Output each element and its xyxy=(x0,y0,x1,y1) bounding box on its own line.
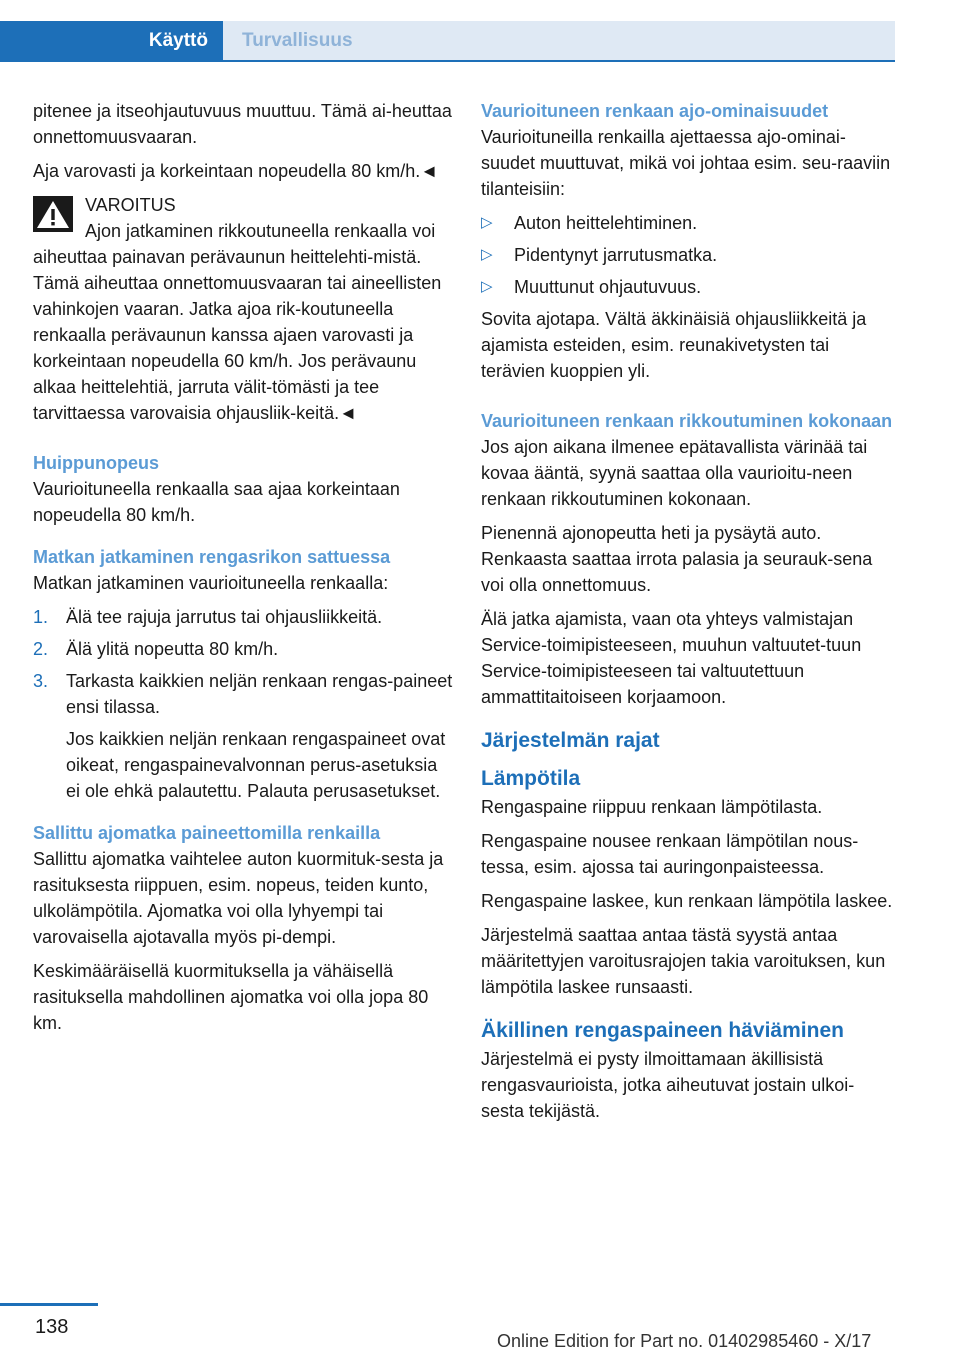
paragraph: Rengaspaine laskee, kun renkaan lämpötila laskee. xyxy=(481,891,893,911)
tab-kaytto[interactable]: Käyttö xyxy=(0,21,223,61)
paragraph: Rengaspaine riippuu renkaan lämpötilasta. xyxy=(481,797,823,817)
step-number: 3. xyxy=(33,671,49,691)
heading-sudden-pressure-loss: Äkillinen rengaspaineen häviäminen xyxy=(481,1019,844,1042)
heading-system-limits: Järjestelmän rajat xyxy=(481,729,660,752)
page-header xyxy=(0,0,895,62)
step3-subparagraph: Jos kaikkien neljän renkaan rengaspaineet ovat oikeat, rengaspainevalvonnan perus‐asetuksia ei ole ehkä palautettu. Palauta perusasetukset. xyxy=(66,729,446,801)
paragraph: Keskimääräisellä kuormituksella ja vähäisellä rasituksella mahdollinen ajomatka voi olla jopa 80 km. xyxy=(33,961,429,1033)
paragraph: Sallittu ajomatka vaihtelee auton kuormituk‐sesta ja rasituksesta riippuen, esim. nopeus, teiden kunto, ulkolämpötila. Ajomatka voi olla lyhyempi tai varovaisella ajotavalla myös pi‐dempi. xyxy=(33,849,444,947)
step-text: Tarkasta kaikkien neljän renkaan rengas‐paineet ensi tilassa. xyxy=(66,671,453,717)
list-item xyxy=(481,242,895,268)
heading-total-failure: Vaurioituneen renkaan rikkoutuminen kokonaan xyxy=(481,411,893,431)
paragraph: Rengaspaine nousee renkaan lämpötilan nous‐tessa, esim. ajossa tai auringonpaisteessa. xyxy=(481,831,859,877)
paragraph: Sovita ajotapa. Vältä äkkinäisiä ohjausliikkeitä ja ajamista esteiden, esim. reunakivetysten tai terävien kuoppien yli. xyxy=(481,309,867,381)
list-item xyxy=(33,668,453,720)
edition-note: Online Edition for Part no. 01402985460 - X/17 xyxy=(497,1331,872,1351)
triangle-bullet-icon: ▷ xyxy=(481,214,493,231)
list-item-text: Auton heittelehtiminen. xyxy=(514,213,698,233)
header-rule xyxy=(0,60,895,62)
triangle-bullet-icon: ▷ xyxy=(481,278,493,295)
right-column xyxy=(481,98,895,1132)
paragraph: Matkan jatkaminen vaurioituneella renkaalla: xyxy=(33,573,389,593)
heading-allowed-range: Sallittu ajomatka paineettomilla renkailla xyxy=(33,823,381,843)
heading-continue-driving: Matkan jatkaminen rengasrikon sattuessa xyxy=(33,547,391,567)
paragraph: pitenee ja itseohjautuvuus muuttuu. Tämä ai‐heuttaa onnettomuusvaaran. xyxy=(33,101,452,147)
paragraph: Älä jatka ajamista, vaan ota yhteys valmistajan Service-toimipisteeseen, muuhun valtuutet‐tuun Service-toimipisteeseen tai valtuutettuun ammattitaitoiseen korjaamoon. xyxy=(481,609,862,707)
paragraph: Aja varovasti ja korkeintaan nopeudella 80 km/h.◄ xyxy=(33,161,439,181)
page-number: 138 xyxy=(35,1316,69,1338)
list-item xyxy=(481,210,895,236)
paragraph: Pienennä ajonopeutta heti ja pysäytä auto. Renkaasta saattaa irrota palasia ja seurauk‐sena voi olla onnettomuus. xyxy=(481,523,873,595)
steps-list xyxy=(33,604,453,720)
paragraph: Järjestelmä saattaa antaa tästä syystä antaa määritettyjen varoitusrajojen takia varoituksen, kun lämpötila laskee runsaasti. xyxy=(481,925,886,997)
warning-block xyxy=(33,192,453,426)
step-text: Älä ylitä nopeutta 80 km/h. xyxy=(66,639,279,659)
list-item xyxy=(33,636,453,662)
heading-temperature: Lämpötila xyxy=(481,767,581,790)
effects-list xyxy=(481,210,895,300)
list-item-text: Pidentynyt jarrutusmatka. xyxy=(514,245,718,265)
step-number: 1. xyxy=(33,607,49,627)
warning-triangle-icon xyxy=(33,196,73,232)
triangle-bullet-icon: ▷ xyxy=(481,246,493,263)
step-number: 2. xyxy=(33,639,49,659)
heading-handling: Vaurioituneen renkaan ajo-ominaisuudet xyxy=(481,101,829,121)
warning-title: VAROITUS xyxy=(85,195,176,215)
list-item-text: Muuttunut ohjautuvuus. xyxy=(514,277,702,297)
footer-rule xyxy=(0,1303,98,1306)
list-item xyxy=(33,604,453,630)
paragraph: Vaurioituneilla renkailla ajettaessa ajo-ominai‐suudet muuttuvat, mikä voi johtaa esim. seu‐raaviin tilanteisiin: xyxy=(481,127,891,199)
step-text: Älä tee rajuja jarrutus tai ohjausliikkeitä. xyxy=(66,607,383,627)
warning-text: Ajon jatkaminen rikkoutuneella renkaalla voi aiheuttaa painavan perävaunun heittelehti‐mistä. Tämä aiheuttaa onnettomuusvaaran tai aineellisten vahinkojen vaaran. Jatka ajoa rik‐koutuneella renkaalla perävaunun kanssa ajaen varovasti ja korkeintaan nopeudella 60 km/h. Jos perävaunu alkaa heittelehtiä, jarruta välit‐tömästi ja tee tarvittaessa varovaisia ohjausliik‐keitä.◄ xyxy=(33,221,442,423)
tab-turvallisuus[interactable]: Turvallisuus xyxy=(223,21,895,61)
paragraph: Järjestelmä ei pysty ilmoittamaan äkillisistä rengasvaurioista, jotka aiheutuvat jostain ulkoi‐sesta tekijästä. xyxy=(481,1049,855,1121)
list-item xyxy=(481,274,895,300)
left-column xyxy=(33,98,453,1044)
paragraph: Vaurioituneella renkaalla saa ajaa korkeintaan nopeudella 80 km/h. xyxy=(33,479,400,525)
heading-top-speed: Huippunopeus xyxy=(33,453,159,473)
paragraph: Jos ajon aikana ilmenee epätavallista värinää tai kovaa ääntä, syynä saattaa olla vaurioitu‐neen renkaan rikkoutuminen kokonaan. xyxy=(481,437,868,509)
